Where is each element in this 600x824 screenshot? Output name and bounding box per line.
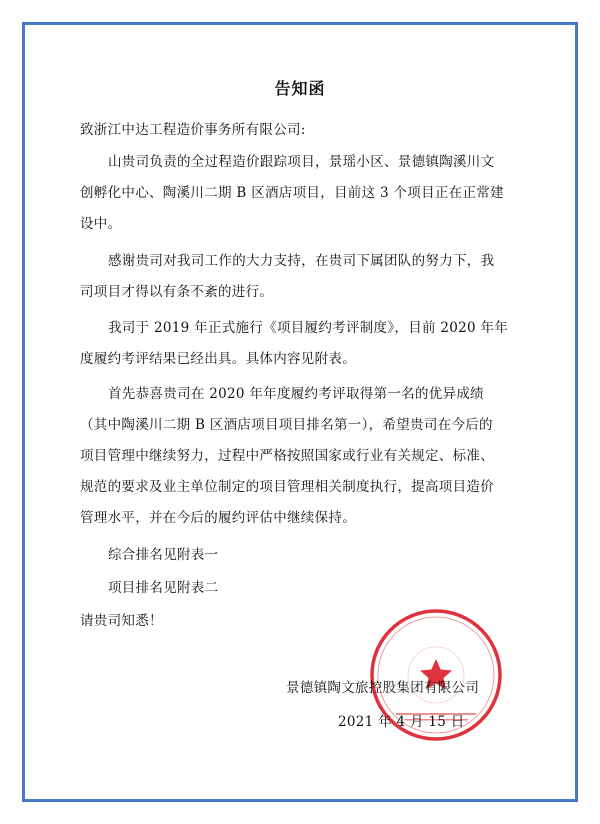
paragraph-4-line-1: 首先恭喜贵司在 2020 年年度履约考评取得第一名的优异成绩 bbox=[108, 386, 484, 402]
letter-date: 2021 年 4 月 15 日 bbox=[338, 714, 465, 730]
paragraph-2-line-2: 司项目才得以有条不紊的进行。 bbox=[80, 284, 274, 300]
paragraph-4-line-3: 项目管理中继续努力，过程中严格按照国家或行业有关规定、标准、 bbox=[80, 448, 494, 464]
paragraph-3-line-1: 我司于 2019 年正式施行《项目履约考评制度》，目前 2020 年年 bbox=[108, 320, 509, 336]
paragraph-4-line-5: 管理水平，并在今后的履约评估中继续保持。 bbox=[80, 510, 356, 526]
salutation: 致浙江中达工程造价事务所有限公司: bbox=[80, 122, 306, 138]
paragraph-3-line-2: 度履约考评结果已经出具。具体内容见附表。 bbox=[80, 351, 356, 367]
attachment-2: 项目排名见附表二 bbox=[108, 580, 219, 596]
letter-title: 告知函 bbox=[274, 79, 326, 98]
paragraph-4-line-2: （其中陶溪川二期 B 区酒店项目项目排名第一），希望贵司在今后的 bbox=[80, 417, 493, 433]
paragraph-1-line-2: 创孵化中心、陶溪川二期 B 区酒店项目，目前这 3 个项目正在正常建 bbox=[80, 185, 504, 201]
paragraph-1-line-1: 山贵司负责的全过程造价跟踪项目，景瑶小区、景德镇陶溪川文 bbox=[108, 154, 495, 170]
attachment-1: 综合排名见附表一 bbox=[108, 547, 219, 563]
paragraph-4-line-4: 规范的要求及业主单位制定的项目管理相关制度执行，提高项目造价 bbox=[80, 479, 494, 495]
signer-company: 景德镇陶文旅控股集团有限公司 bbox=[286, 680, 480, 696]
closing: 请贵司知悉！ bbox=[80, 613, 163, 629]
paragraph-1-line-3: 设中。 bbox=[80, 216, 122, 232]
paragraph-2-line-1: 感谢贵司对我司工作的大力支持，在贵司下属团队的努力下，我 bbox=[108, 253, 495, 269]
